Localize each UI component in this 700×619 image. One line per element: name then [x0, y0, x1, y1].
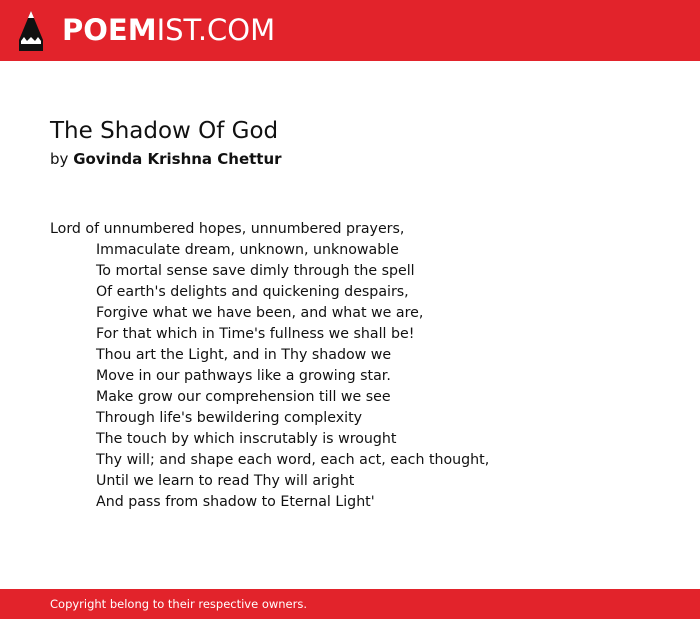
poem-line: To mortal sense save dimly through the spell	[96, 263, 415, 279]
poem-line: Until we learn to read Thy will aright	[96, 473, 355, 489]
by-label: by	[50, 150, 69, 168]
poem-line: Immaculate dream, unknown, unknowable	[96, 242, 399, 258]
poem-line: Thou art the Light, and in Thy shadow we	[96, 347, 392, 363]
copyright-notice: Copyright belong to their respective owners.	[50, 597, 308, 611]
poem-line: The touch by which inscrutably is wrought	[96, 431, 397, 447]
site-logo-text[interactable]	[62, 12, 275, 48]
poem-line: Thy will; and shape each word, each act, each thought,	[96, 452, 490, 468]
site-header	[0, 0, 700, 61]
poem-line: For that which in Time's fullness we shall be!	[96, 326, 415, 342]
poem-line: Move in our pathways like a growing star.	[96, 368, 391, 384]
site-footer	[0, 589, 700, 619]
poem-byline	[50, 149, 282, 169]
pencil-tip-icon[interactable]	[17, 10, 45, 52]
poem-line: Lord of unnumbered hopes, unnumbered prayers,	[50, 221, 405, 237]
poem-title: The Shadow Of God	[50, 118, 279, 144]
poem-line: Forgive what we have been, and what we are,	[96, 305, 424, 321]
poem-body	[50, 219, 489, 513]
author-name: Govinda Krishna Chettur	[73, 150, 282, 168]
brand-light: IST.COM	[156, 13, 276, 47]
poem-line: Make grow our comprehension till we see	[96, 389, 391, 405]
poem-line: Of earth's delights and quickening despairs,	[96, 284, 409, 300]
poem-line: And pass from shadow to Eternal Light'	[96, 494, 375, 510]
poem-line: Through life's bewildering complexity	[96, 410, 363, 426]
brand-bold: POEM	[62, 13, 157, 47]
